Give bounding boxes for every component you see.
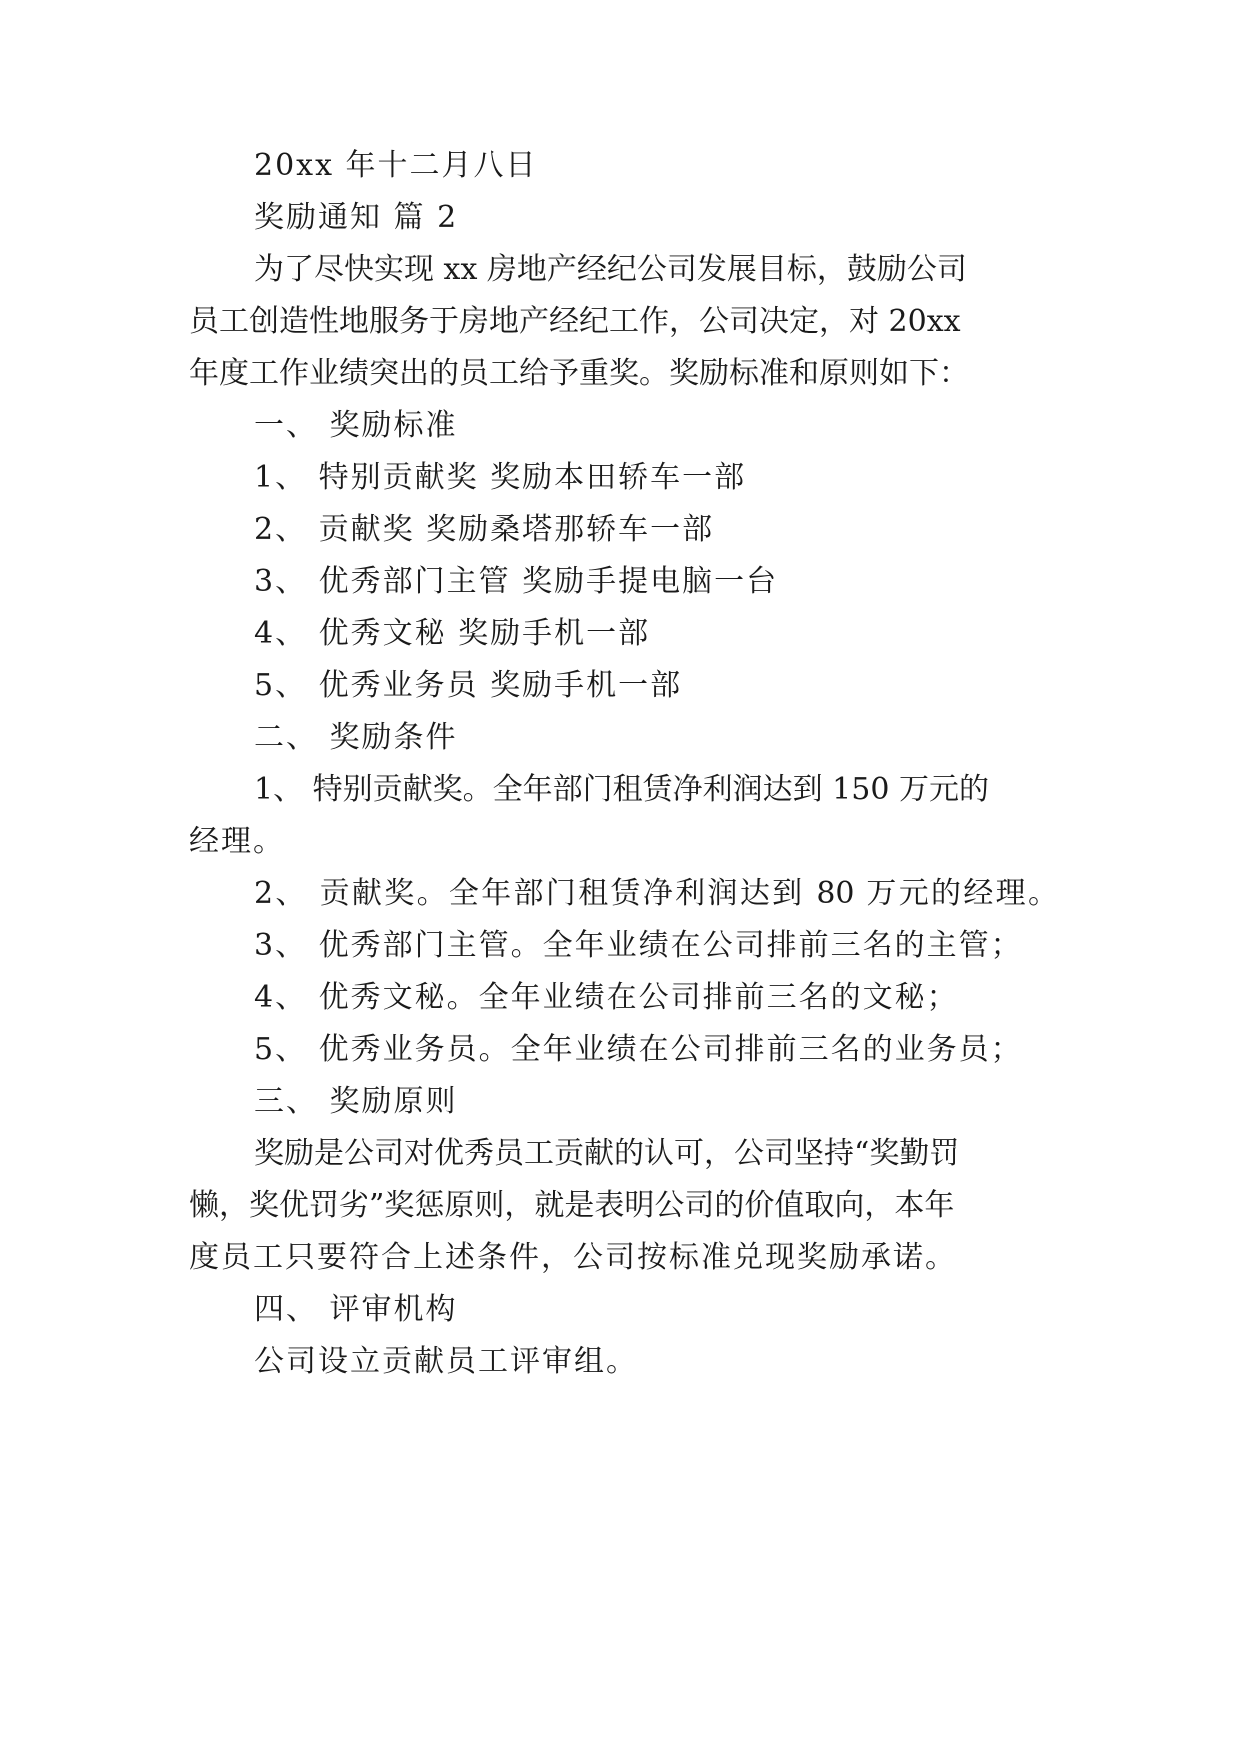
date-line: 20xx 年十二月八日 [254,148,538,183]
condition-item: 3、 优秀部门主管。全年业绩在公司排前三名的主管； [254,928,1023,963]
intro-line: 年度工作业绩突出的员工给予重奖。奖励标准和原则如下： [189,356,969,391]
standard-item: 4、 优秀文秘 奖励手机一部 [254,616,651,651]
standard-item: 5、 优秀业务员 奖励手机一部 [254,668,683,703]
standard-item: 1、 特别贡献奖 奖励本田轿车一部 [254,460,747,495]
heading-principle: 三、 奖励原则 [254,1084,458,1119]
condition-item: 2、 贡献奖。全年部门租赁净利润达到 80 万元的经理。 [254,876,1058,911]
intro-line: 员工创造性地服务于房地产经纪工作，公司决定，对 20xx [189,304,961,339]
intro-line: 为了尽快实现 xx 房地产经纪公司发展目标，鼓励公司 [254,252,967,287]
condition-item: 1、 特别贡献奖。全年部门租赁净利润达到 150 万元的 [254,772,989,807]
principle-line: 懒，奖优罚劣”奖惩原则，就是表明公司的价值取向，本年 [189,1188,955,1223]
condition-item: 5、 优秀业务员。全年业绩在公司排前三名的业务员； [254,1032,1023,1067]
heading-standards: 一、 奖励标准 [254,408,458,443]
condition-item: 4、 优秀文秘。全年业绩在公司排前三名的文秘； [254,980,959,1015]
principle-line: 奖励是公司对优秀员工贡献的认可，公司坚持“奖勤罚 [254,1136,960,1171]
condition-item: 经理。 [189,824,285,859]
review-line: 公司设立贡献员工评审组。 [254,1344,638,1379]
heading-conditions: 二、 奖励条件 [254,720,458,755]
standard-item: 3、 优秀部门主管 奖励手提电脑一台 [254,564,779,599]
heading-review: 四、 评审机构 [254,1292,458,1327]
section-title: 奖励通知 篇 2 [254,200,459,235]
principle-line: 度员工只要符合上述条件，公司按标准兑现奖励承诺。 [189,1240,957,1275]
standard-item: 2、 贡献奖 奖励桑塔那轿车一部 [254,512,715,547]
